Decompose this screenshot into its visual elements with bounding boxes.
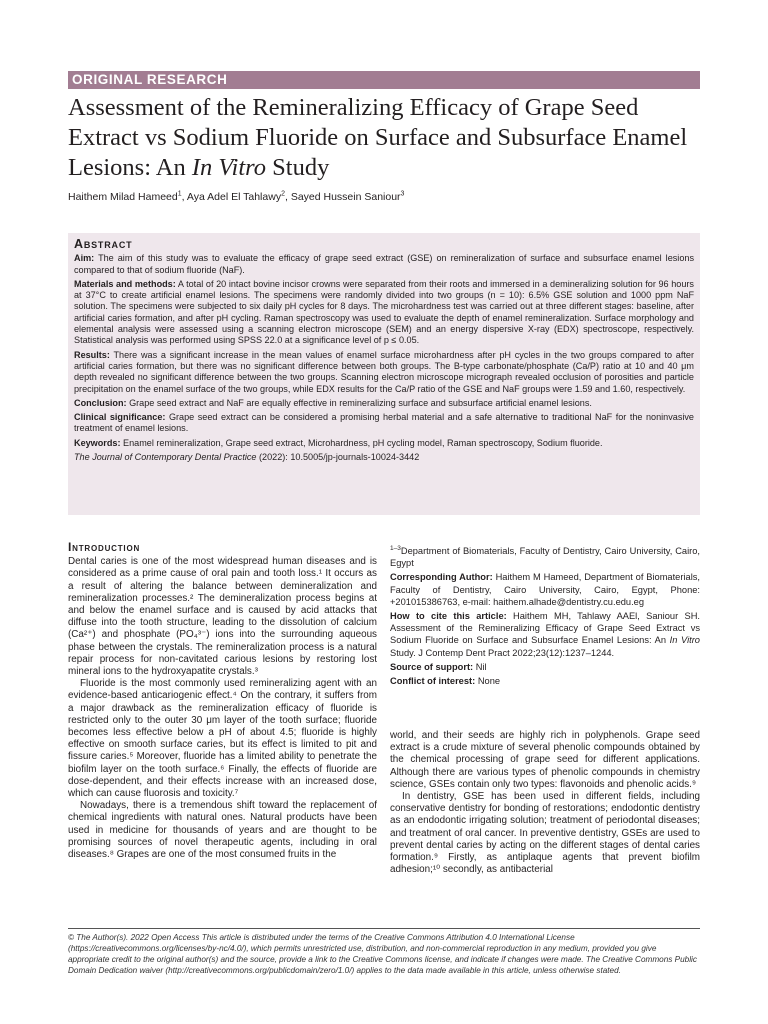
author-list: Haithem Milad Hameed$^1$, Aya Adel El Tahlawy$^2$, Sayed Hussein Saniour$^3$ [68, 190, 405, 203]
abstract-results: Results: There was a significant increase in the mean values of enamel surface microhardness after pH cycles in the two groups compared to after artificial caries formation, but there was no significant difference between both groups. The B-type carbonate/phosphate (Ca/P) ratio at 10 and 40 μm depth revealed no significant difference between the two groups. Scanning electron microscope micrograph revealed occlusion of porosities and particle precipitation on the enamel surface of the two groups, while EDX results for the Ca/P ratio of the GSE and NaF groups were 1.59 and 1.60, respectively. [74, 349, 694, 394]
abstract-citation: The Journal of Contemporary Dental Practice (2022): 10.5005/jp-journals-10024-3442 [74, 452, 420, 463]
title-main: Assessment of the Remineralizing Efficacy of Grape Seed Extract vs Sodium Fluoride on Surface and Subsurface Enamel Lesions: An [68, 94, 688, 181]
abstract-methods: Materials and methods: A total of 20 intact bovine incisor crowns were separated from their roots and immersed in a demineralizing solution for 96 hours at 37°C to create artificial enamel lesions. The specimens were randomly divided into two groups (n = 10): 6.5% GSE solution and 1000 ppm NaF solution. The specimens were subjected to six daily pH cycles for 8 days. The microhardness test was carried out at three different stages: baseline, after artificial caries formation, and after pH cycling. Raman spectroscopy was used to evaluate the depth of enamel remineralization. Surface morphology and elemental analysis were assessed using a scanning electron microscope (SEM) and an energy dispersive X-ray (EDX) spectroscope, respectively. Statistical analysis was performed using SPSS 22.0 at a significance level of p ≤ 0.05. [74, 278, 694, 346]
author-2: Aya Adel El Tahlawy [186, 191, 282, 203]
abstract-clinical: Clinical significance: Grape seed extract can be considered a promising herbal material and a safe alternative to traditional NaF for the noninvasive treatment of enamel lesions. [74, 412, 694, 434]
conflict-of-interest: Conflict of interest: None [390, 676, 501, 687]
intro-paragraph-3: Nowadays, there is a tremendous shift toward the replacement of chemical ingredients with natural ones. Natural products have been used in medicine for thousands of years and are thought to be promising sources of novel therapeutic agents, including in oral diseases.⁸ Grapes are one of the most consumed fruits in the [68, 800, 377, 861]
abstract-conclusion: Conclusion: Grape seed extract and NaF are equally effective in remineralizing surface and subsurface artificial enamel lesions. [74, 397, 592, 408]
author-3-affil: 3 [400, 190, 405, 198]
author-1-affil: 1 [177, 190, 182, 198]
title-italic: In Vitro [191, 154, 267, 181]
author-2-affil: 2 [281, 190, 285, 198]
abstract-heading: Abstract [74, 237, 133, 251]
affiliation-dept: $^{1-3}$Department of Biomaterials, Faculty of Dentistry, Cairo University, Cairo, Egypt [390, 544, 700, 569]
affiliation-block [390, 545, 700, 689]
abstract-box [68, 233, 700, 515]
how-to-cite: How to cite this article: Haithem MH, Tahlawy AAEl, Saniour SH. Assessment of the Remineralizing Efficacy of Grape Seed Extract vs Sodium Fluoride on Surface and Subsurface Enamel Lesions: An In Vitro Study. J Contemp Dent Pract 2022;23(12):1237–1244. [390, 611, 700, 658]
article-type-banner: ORIGINAL RESEARCH [68, 71, 700, 89]
corresponding-author: Corresponding Author: Haithem M Hameed, Department of Biomaterials, Faculty of Dentistry, Cairo University, Cairo, Egypt, Phone: +201015386763, e-mail: haithem.alhade@dentistry.cu.edu.eg [390, 572, 700, 607]
source-of-support: Source of support: Nil [390, 661, 487, 672]
right-column [390, 730, 700, 876]
left-column [68, 541, 377, 861]
right-paragraph-1: world, and their seeds are highly rich in polyphenols. Grape seed extract is a crude mixture of several phenolic compounds obtained by the chemical processing of grape seed for different applications. Although there are various types of phenolic compounds in chemistry science, GSEs contain only two types: flavonoids and phenolic acids.⁹ [390, 730, 700, 790]
abstract-aim: Aim: The aim of this study was to evaluate the efficacy of grape seed extract (GSE) on remineralization of surface and subsurface enamel lesions compared to that of sodium fluoride (NaF). [74, 253, 694, 275]
author-3: Sayed Hussein Saniour [290, 191, 401, 203]
article-title [68, 93, 708, 183]
introduction-heading: Introduction [68, 540, 141, 554]
abstract-keywords: Keywords: Enamel remineralization, Grape seed extract, Microhardness, pH cycling model, Raman spectroscopy, Sodium fluoride. [74, 437, 603, 448]
right-paragraph-2: In dentistry, GSE has been used in different fields, including conservative dentistry for bonding of restorations; endodontic dentistry as an endodontic irrigating solution; treatment of periodontal diseases; and treatment of oral cancer. In preventive dentistry, GSEs are used to prevent dental caries by acting on the different stages of dental caries formation.⁹ Firstly, as antiplaque agents that prevent biofilm adhesion;¹⁰ secondly, as antibacterial [390, 791, 700, 876]
intro-paragraph-1: Dental caries is one of the most widespread human diseases and is considered as a prime cause of oral pain and tooth loss.¹ It occurs as a result of altering the balance between demineralization and remineralization processes.² The demineralization process begins at and below the enamel surface and is caused by acid attacks that diffuse into the tooth structure, leading to the dissolution of calcium (Ca²⁺) and phosphate (PO₄³⁻) ions into the surrounding aqueous phase between the crystals. The remineralization process is a natural repair process for non-cavitated carious lesions by restoring lost mineral ions to the hydroxyapatite crystals.³ [68, 556, 377, 678]
intro-paragraph-2: Fluoride is the most commonly used remineralizing agent with an evidence-based anticariogenic effect.⁴ On the contrary, it suffers from a major drawback as the remineralization efficacy of fluoride is restricted only to the outer 30 μm layer of the tooth surface; fluoride becomes less effective below a pH of about 4.5; fluoride is highly effective on smooth surface caries, but its effect is limited to pit and fissure caries.⁵ Moreover, fluoride has a limited ability to penetrate the biofilm layer on the tooth surface.⁶ Finally, the effects of fluoride are dose-dependent, and their effects increase with an increased dose, which can cause fluorosis and toxicity.⁷ [68, 678, 377, 800]
title-end: Study [266, 154, 330, 181]
author-1: Haithem Milad Hameed [68, 191, 178, 203]
license-footer: © The Author(s). 2022 Open Access This article is distributed under the terms of the Creative Commons Attribution 4.0 International License (https://creativecommons.org/licenses/by-nc/4.0/), which permits unrestricted use, distribution, and non-commercial reproduction in any medium, provided you give appropriate credit to the original author(s) and the source, provide a link to the Creative Commons license, and indicate if changes were made. The Creative Commons Public Domain Dedication waiver (http://creativecommons.org/publicdomain/zero/1.0/) applies to the data made available in this article, unless otherwise stated. [68, 928, 700, 976]
